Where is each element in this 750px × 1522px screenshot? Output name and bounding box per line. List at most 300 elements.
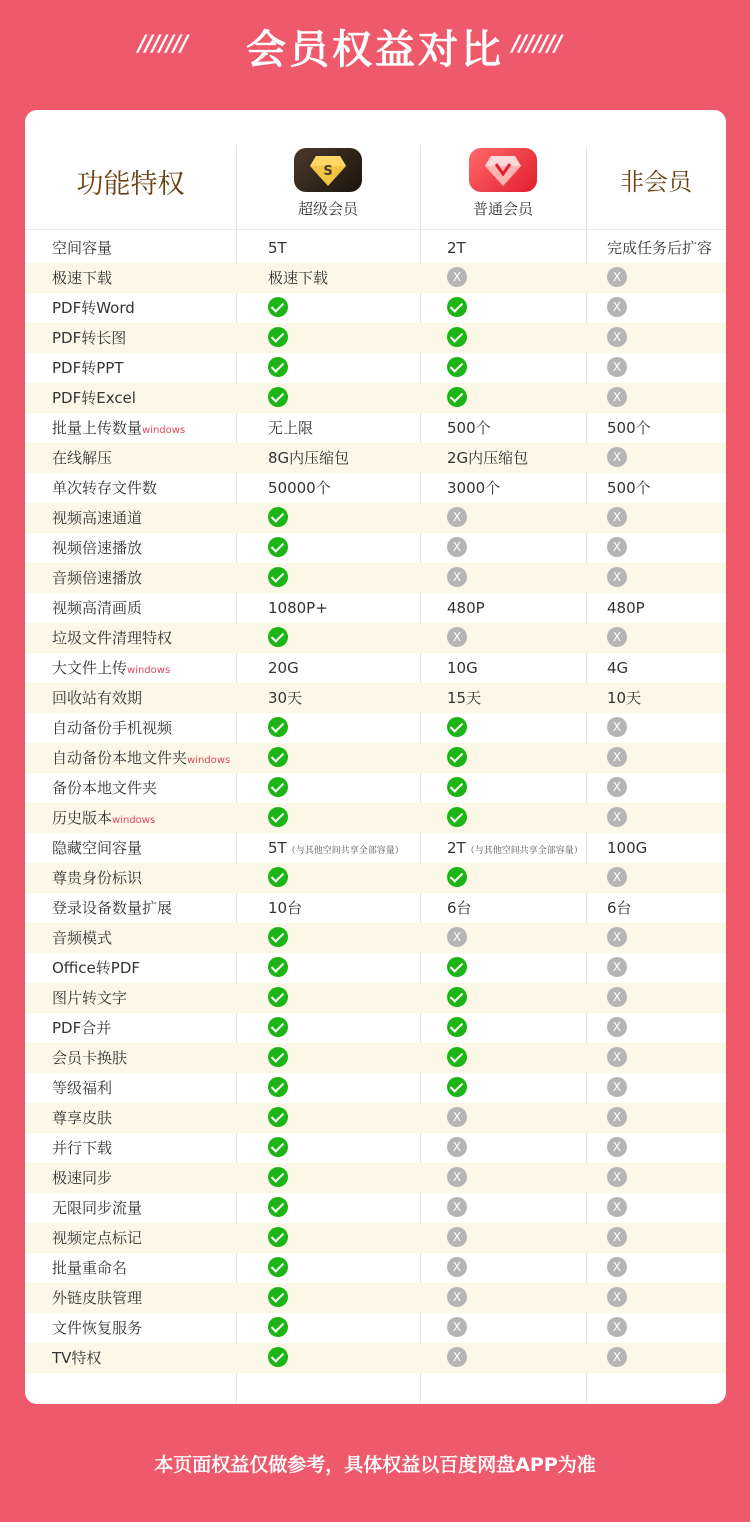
table-row (25, 653, 726, 683)
feature-name-cell (52, 1313, 236, 1343)
feature-name: 批量上传数量 (52, 419, 143, 437)
non-cell (607, 323, 726, 353)
non-cell (607, 1223, 726, 1253)
non-cell (607, 743, 726, 773)
table-row (25, 1103, 726, 1133)
super-cell (268, 773, 428, 803)
normal-value: 2T (447, 839, 466, 857)
super-cell (268, 1073, 428, 1103)
super-value: 30天 (268, 689, 303, 707)
table-row (25, 533, 726, 563)
normal-cell (447, 623, 597, 653)
table-row (25, 623, 726, 653)
cross-icon (607, 807, 627, 827)
non-cell (607, 983, 726, 1013)
table-row (25, 353, 726, 383)
check-icon (268, 357, 288, 377)
normal-cell (447, 833, 597, 863)
check-icon (268, 1077, 288, 1097)
check-icon (268, 1017, 288, 1037)
super-cell (268, 1253, 428, 1283)
non-cell (607, 593, 726, 623)
table-row (25, 503, 726, 533)
super-cell (268, 1163, 428, 1193)
non-cell (607, 1253, 726, 1283)
feature-name: PDF转Excel (52, 389, 136, 407)
cross-icon (607, 957, 627, 977)
feature-name: 自动备份本地文件夹 (52, 749, 188, 767)
normal-value: 3000个 (447, 479, 501, 497)
normal-cell (447, 1163, 597, 1193)
feature-name: 视频高速通道 (52, 509, 143, 527)
feature-name-cell (52, 953, 236, 983)
normal-cell (447, 593, 597, 623)
header-normal-member (420, 110, 586, 230)
table-row (25, 713, 726, 743)
super-cell (268, 683, 428, 713)
feature-name: 图片转文字 (52, 989, 128, 1007)
super-cell (268, 1193, 428, 1223)
non-cell (607, 653, 726, 683)
cross-icon (607, 1137, 627, 1157)
feature-name: PDF转Word (52, 299, 135, 317)
cross-icon (607, 747, 627, 767)
non-cell (607, 1013, 726, 1043)
normal-cell (447, 443, 597, 473)
feature-name: 音频倍速播放 (52, 569, 143, 587)
normal-value: 6台 (447, 899, 472, 917)
super-cell (268, 743, 428, 773)
feature-name: 视频定点标记 (52, 1229, 143, 1247)
cross-icon (607, 1197, 627, 1217)
platform-tag: windows (112, 815, 156, 826)
feature-name-cell (52, 293, 236, 323)
feature-name: 隐藏空间容量 (52, 839, 143, 857)
feature-name: 无限同步流量 (52, 1199, 143, 1217)
table-row (25, 923, 726, 953)
check-icon (268, 987, 288, 1007)
non-cell (607, 1163, 726, 1193)
table-row (25, 563, 726, 593)
non-cell (607, 1343, 726, 1373)
table-row (25, 1343, 726, 1373)
normal-value: 10G (447, 659, 478, 677)
cross-icon (447, 927, 467, 947)
normal-value: 2T (447, 239, 466, 257)
table-row (25, 983, 726, 1013)
normal-cell (447, 1283, 597, 1313)
normal-cell (447, 383, 597, 413)
feature-name-cell (52, 1073, 236, 1103)
non-cell (607, 1193, 726, 1223)
check-icon (447, 807, 467, 827)
super-cell (268, 443, 428, 473)
check-icon (268, 297, 288, 317)
super-cell (268, 533, 428, 563)
check-icon (268, 1137, 288, 1157)
feature-name-cell (52, 833, 236, 863)
cross-icon (607, 1107, 627, 1127)
check-icon (447, 717, 467, 737)
normal-cell (447, 1073, 597, 1103)
feature-name-cell (52, 773, 236, 803)
normal-cell (447, 953, 597, 983)
feature-name-cell (52, 1283, 236, 1313)
table-row (25, 743, 726, 773)
super-cell (268, 863, 428, 893)
table-header (25, 110, 726, 230)
svg-text:S: S (323, 164, 333, 179)
normal-cell (447, 713, 597, 743)
feature-name: 外链皮肤管理 (52, 1289, 143, 1307)
normal-cell (447, 1343, 597, 1373)
super-note: （与其他空间共享全部容量） (286, 846, 404, 856)
super-cell (268, 1343, 428, 1373)
feature-name: 垃圾文件清理特权 (52, 629, 173, 647)
check-icon (268, 507, 288, 527)
super-cell (268, 473, 428, 503)
feature-name-cell (52, 713, 236, 743)
feature-name-cell (52, 413, 236, 443)
feature-name-cell (52, 923, 236, 953)
feature-rows (25, 233, 726, 1373)
cross-icon (607, 1287, 627, 1307)
normal-note: （与其他空间共享全部容量） (465, 846, 583, 856)
non-value: 500个 (607, 419, 651, 437)
feature-name-cell (52, 263, 236, 293)
check-icon (447, 297, 467, 317)
footer-note: 本页面权益仅做参考，具体权益以百度网盘APP为准 (154, 1454, 596, 1476)
check-icon (268, 1197, 288, 1217)
check-icon (447, 867, 467, 887)
cross-icon (447, 537, 467, 557)
normal-cell (447, 803, 597, 833)
feature-name: 备份本地文件夹 (52, 779, 158, 797)
feature-name: PDF转长图 (52, 329, 127, 347)
check-icon (268, 1107, 288, 1127)
normal-value: 480P (447, 599, 485, 617)
normal-cell (447, 353, 597, 383)
feature-name: 文件恢复服务 (52, 1319, 143, 1337)
header-feature (25, 110, 236, 230)
check-icon (268, 1167, 288, 1187)
cross-icon (607, 297, 627, 317)
non-cell (607, 503, 726, 533)
super-cell (268, 833, 428, 863)
cross-icon (607, 567, 627, 587)
feature-name-cell (52, 383, 236, 413)
non-value: 480P (607, 599, 645, 617)
cross-icon (447, 567, 467, 587)
check-icon (268, 537, 288, 557)
check-icon (447, 957, 467, 977)
table-row (25, 1163, 726, 1193)
table-row (25, 683, 726, 713)
feature-name-cell (52, 353, 236, 383)
super-cell (268, 983, 428, 1013)
feature-name-cell (52, 1043, 236, 1073)
non-cell (607, 1283, 726, 1313)
page-title: 会员权益对比 (246, 27, 504, 73)
feature-name-cell (52, 593, 236, 623)
non-value: 6台 (607, 899, 632, 917)
super-cell (268, 323, 428, 353)
platform-tag: windows (187, 755, 231, 766)
cross-icon (447, 1197, 467, 1217)
super-cell (268, 503, 428, 533)
check-icon (268, 1227, 288, 1247)
feature-name-cell (52, 233, 236, 263)
check-icon (268, 387, 288, 407)
check-icon (268, 747, 288, 767)
check-icon (268, 567, 288, 587)
cross-icon (607, 447, 627, 467)
check-icon (447, 777, 467, 797)
super-cell (268, 803, 428, 833)
feature-name-cell (52, 1223, 236, 1253)
cross-icon (447, 1287, 467, 1307)
feature-name: 视频高清画质 (52, 599, 143, 617)
feature-name: 空间容量 (52, 239, 113, 257)
normal-cell (447, 743, 597, 773)
normal-cell (447, 1313, 597, 1343)
normal-cell (447, 263, 597, 293)
table-row (25, 443, 726, 473)
non-cell (607, 233, 726, 263)
super-value: 5T (268, 239, 287, 257)
normal-value: 2G内压缩包 (447, 449, 529, 467)
non-cell (607, 953, 726, 983)
table-row (25, 323, 726, 353)
page-header (0, 0, 750, 90)
table-row (25, 773, 726, 803)
cross-icon (607, 1017, 627, 1037)
table-row (25, 893, 726, 923)
feature-name-cell (52, 623, 236, 653)
super-value: 极速下载 (268, 269, 329, 287)
check-icon (268, 867, 288, 887)
non-cell (607, 863, 726, 893)
super-cell (268, 233, 428, 263)
non-cell (607, 773, 726, 803)
feature-name: 音频模式 (52, 929, 113, 947)
check-icon (268, 717, 288, 737)
non-cell (607, 1073, 726, 1103)
cross-icon (607, 327, 627, 347)
non-cell (607, 533, 726, 563)
normal-cell (447, 413, 597, 443)
table-row (25, 1313, 726, 1343)
left-decoration: /////// (138, 32, 188, 57)
super-cell (268, 563, 428, 593)
cross-icon (447, 1347, 467, 1367)
table-row (25, 1013, 726, 1043)
check-icon (447, 387, 467, 407)
non-cell (607, 623, 726, 653)
feature-name-cell (52, 743, 236, 773)
super-value: 1080P+ (268, 599, 328, 617)
cross-icon (447, 1107, 467, 1127)
feature-name-cell (52, 683, 236, 713)
non-cell (607, 833, 726, 863)
normal-cell (447, 533, 597, 563)
super-value: 无上限 (268, 419, 314, 437)
table-row (25, 953, 726, 983)
check-icon (268, 957, 288, 977)
non-cell (607, 683, 726, 713)
cross-icon (607, 1347, 627, 1367)
feature-name-cell (52, 443, 236, 473)
non-cell (607, 1103, 726, 1133)
normal-cell (447, 683, 597, 713)
table-row (25, 1283, 726, 1313)
cross-icon (607, 1317, 627, 1337)
super-cell (268, 1043, 428, 1073)
super-cell (268, 413, 428, 443)
cross-icon (607, 777, 627, 797)
table-row (25, 1043, 726, 1073)
normal-cell (447, 503, 597, 533)
non-cell (607, 293, 726, 323)
non-value: 完成任务后扩容 (607, 239, 713, 257)
feature-name-cell (52, 503, 236, 533)
non-value: 10天 (607, 689, 642, 707)
check-icon (447, 1047, 467, 1067)
normal-cell (447, 323, 597, 353)
super-cell (268, 893, 428, 923)
feature-name-cell (52, 1193, 236, 1223)
cross-icon (607, 1167, 627, 1187)
non-cell (607, 713, 726, 743)
feature-name: 会员卡换肤 (52, 1049, 128, 1067)
feature-name: 并行下载 (52, 1139, 113, 1157)
feature-name: 登录设备数量扩展 (52, 899, 173, 917)
super-value: 10台 (268, 899, 303, 917)
super-cell (268, 713, 428, 743)
cross-icon (447, 627, 467, 647)
feature-name-cell (52, 533, 236, 563)
super-member-diamond-icon (294, 148, 362, 192)
cross-icon (607, 507, 627, 527)
non-cell (607, 803, 726, 833)
header-non-member (586, 110, 726, 230)
normal-cell (447, 923, 597, 953)
check-icon (268, 627, 288, 647)
table-row (25, 863, 726, 893)
super-cell (268, 1103, 428, 1133)
super-cell (268, 1133, 428, 1163)
normal-cell (447, 1223, 597, 1253)
check-icon (447, 357, 467, 377)
check-icon (268, 1287, 288, 1307)
normal-cell (447, 1103, 597, 1133)
non-cell (607, 893, 726, 923)
cross-icon (447, 267, 467, 287)
table-row (25, 1223, 726, 1253)
table-row (25, 833, 726, 863)
check-icon (268, 777, 288, 797)
normal-cell (447, 293, 597, 323)
feature-name-cell (52, 1013, 236, 1043)
non-value: 100G (607, 839, 648, 857)
feature-name-cell (52, 1343, 236, 1373)
cross-icon (447, 1257, 467, 1277)
non-cell (607, 383, 726, 413)
feature-name-cell (52, 1103, 236, 1133)
non-cell (607, 1043, 726, 1073)
cross-icon (607, 627, 627, 647)
cross-icon (607, 1047, 627, 1067)
normal-cell (447, 653, 597, 683)
cross-icon (447, 1167, 467, 1187)
super-value: 8G内压缩包 (268, 449, 350, 467)
check-icon (268, 1317, 288, 1337)
super-cell (268, 263, 428, 293)
feature-name-cell (52, 1253, 236, 1283)
non-value: 4G (607, 659, 629, 677)
feature-name: Office转PDF (52, 959, 141, 977)
super-cell (268, 1013, 428, 1043)
feature-name-cell (52, 563, 236, 593)
super-cell (268, 1223, 428, 1253)
header-non-label: 非会员 (620, 168, 692, 196)
cross-icon (447, 1227, 467, 1247)
normal-cell (447, 473, 597, 503)
normal-value: 500个 (447, 419, 491, 437)
check-icon (447, 327, 467, 347)
table-row (25, 1133, 726, 1163)
feature-name: 极速同步 (52, 1169, 113, 1187)
table-row (25, 383, 726, 413)
feature-name: 回收站有效期 (52, 689, 143, 707)
cross-icon (607, 717, 627, 737)
feature-name: 在线解压 (52, 449, 113, 467)
check-icon (268, 1347, 288, 1367)
check-icon (447, 747, 467, 767)
header-super-member (236, 110, 420, 230)
super-cell (268, 1313, 428, 1343)
super-cell (268, 923, 428, 953)
feature-name: 视频倍速播放 (52, 539, 143, 557)
super-value: 50000个 (268, 479, 331, 497)
header-normal-label: 普通会员 (472, 200, 533, 218)
cross-icon (607, 267, 627, 287)
header-feature-label: 功能特权 (76, 169, 185, 200)
normal-cell (447, 773, 597, 803)
normal-cell (447, 1043, 597, 1073)
table-row (25, 413, 726, 443)
feature-name-cell (52, 653, 236, 683)
feature-name: 极速下载 (52, 269, 113, 287)
table-row (25, 803, 726, 833)
super-cell (268, 1283, 428, 1313)
feature-name: 大文件上传 (52, 659, 128, 677)
check-icon (447, 987, 467, 1007)
table-row (25, 593, 726, 623)
non-cell (607, 1133, 726, 1163)
normal-cell (447, 863, 597, 893)
feature-name: PDF转PPT (52, 359, 124, 377)
non-cell (607, 413, 726, 443)
feature-name: 批量重命名 (52, 1259, 128, 1277)
check-icon (447, 1017, 467, 1037)
feature-name-cell (52, 983, 236, 1013)
normal-cell (447, 1193, 597, 1223)
normal-cell (447, 1133, 597, 1163)
normal-cell (447, 983, 597, 1013)
super-cell (268, 353, 428, 383)
cross-icon (607, 987, 627, 1007)
